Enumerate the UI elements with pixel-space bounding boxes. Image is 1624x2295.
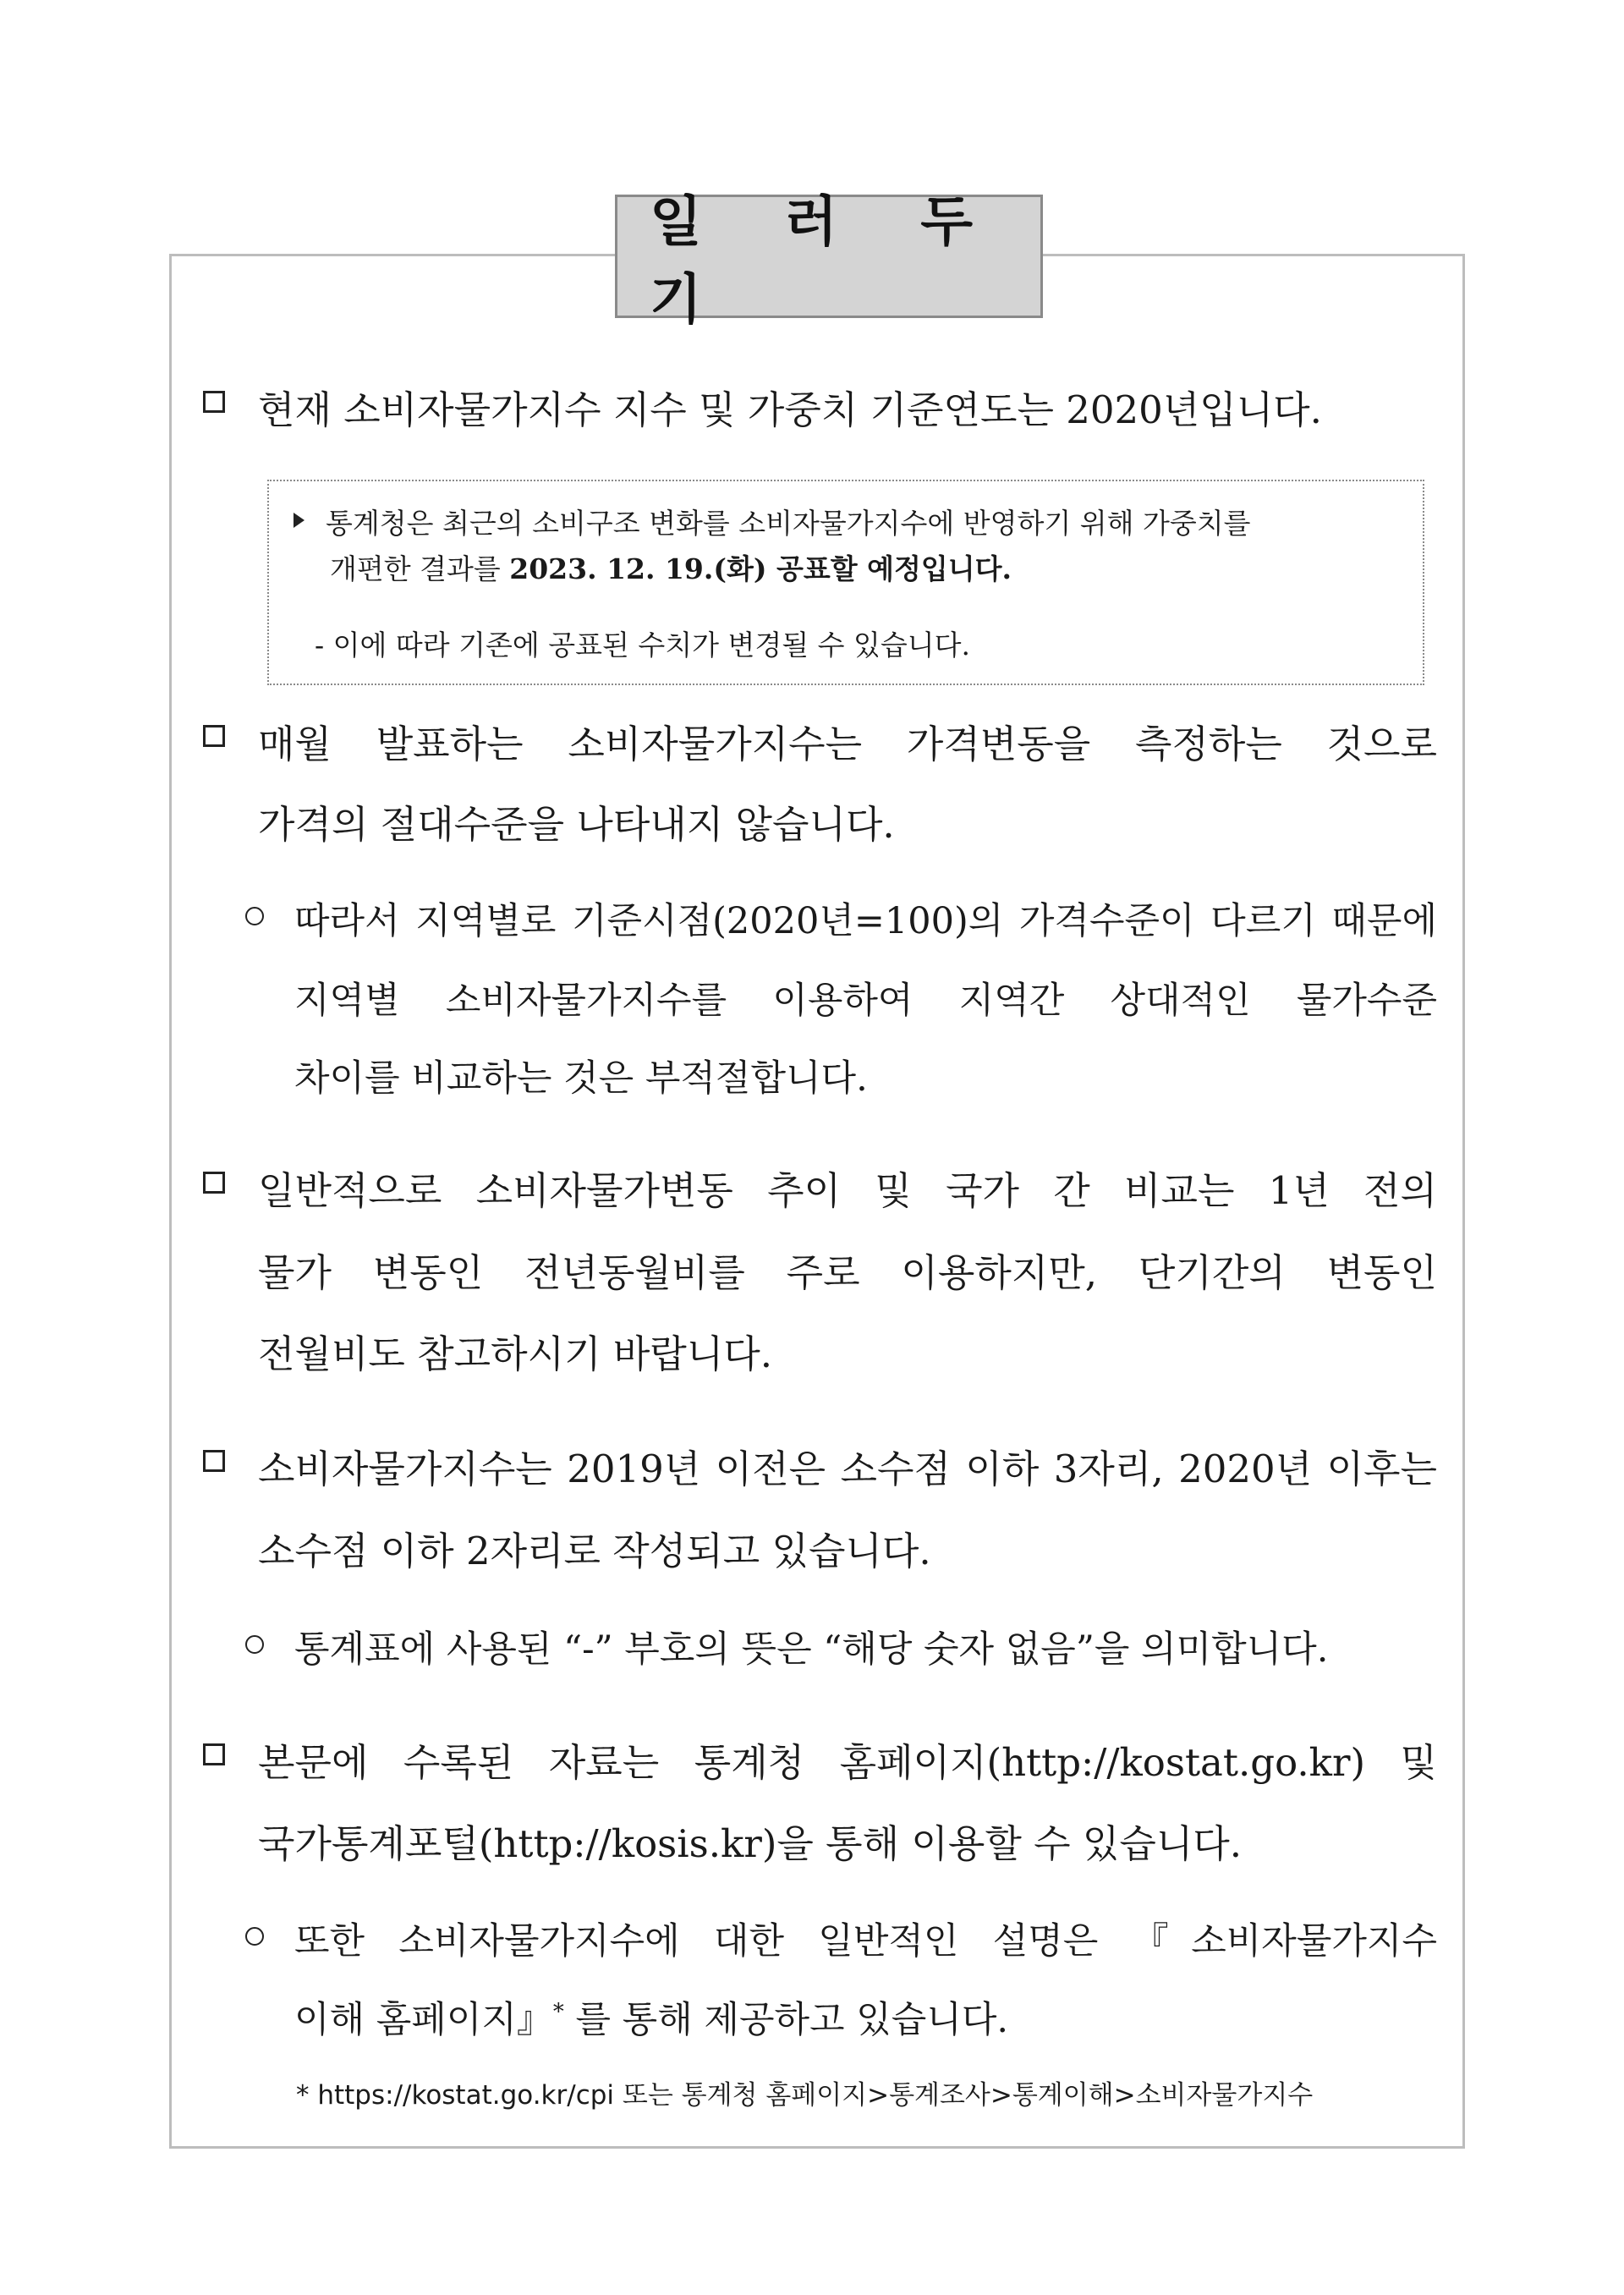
section5-line1: 본문에 수록된 자료는 통계청 홈페이지(http://kostat.go.kr) 및 (258, 1740, 1437, 1785)
announcement-date: 2023. 12. 19.(화) 공표할 예정입니다. (509, 552, 1012, 585)
checkbox-square-icon (203, 1743, 225, 1765)
circle-bullet-icon (245, 907, 264, 925)
section4-sub-line1: 통계표에 사용된 “-” 부호의 뜻은 “해당 숫자 없음”을 의미합니다. (294, 1628, 1329, 1671)
section2-sub-line1: 따라서 지역별로 기준시점(2020년=100)의 가격수준이 다르기 때문에 (294, 900, 1437, 942)
section3-line1: 일반적으로 소비자물가변동 추이 및 국가 간 비교는 1년 전의 (258, 1168, 1437, 1213)
checkbox-square-icon (203, 391, 225, 413)
section5-sub-line2-main: 이해 홈페이지』 (294, 1999, 553, 2041)
section4-line2: 소수점 이하 2자리로 작성되고 있습니다. (258, 1529, 931, 1573)
section5-sub-line2-rest: 를 통해 제공하고 있습니다. (563, 1999, 1009, 2041)
announcement-line2-plain: 개편한 결과를 (330, 552, 510, 585)
title-box (615, 191, 1043, 332)
section3-line3: 전월비도 참고하시기 바랍니다. (258, 1331, 773, 1376)
circle-bullet-icon (245, 1927, 264, 1946)
page-title: 일 러 두 기 (650, 191, 1006, 332)
section5-line2: 국가통계포털(http://kosis.kr)을 통해 이용할 수 있습니다. (258, 1821, 1243, 1866)
checkbox-square-icon (203, 725, 225, 747)
section5-sub-line1: 또한 소비자물가지수에 대한 일반적인 설명은 『소비자물가지수 (294, 1920, 1437, 1963)
announcement-line2 (330, 547, 1012, 587)
section2-line2: 가격의 절대수준을 나타내지 않습니다. (258, 802, 895, 847)
announcement-line1: 통계청은 최근의 소비구조 변화를 소비자물가지수에 반영하기 위해 가중치를 (326, 507, 1251, 540)
announcement-line3: - 이에 따라 기존에 공표된 수치가 변경될 수 있습니다. (315, 629, 970, 662)
footnote-marker: * (552, 1999, 564, 2025)
checkbox-square-icon (203, 1172, 225, 1194)
section1-line1: 현재 소비자물가지수 지수 및 가중치 기준연도는 2020년입니다. (258, 387, 1322, 432)
section2-sub-line3: 차이를 비교하는 것은 부적절합니다. (294, 1057, 868, 1100)
footnote-link-text: * https://kostat.go.kr/cpi 또는 통계청 홈페이지>통계조사>통계이해>소비자물가지수 (296, 2080, 1314, 2111)
section5-sub-line2 (294, 1991, 1008, 2043)
section2-line1: 매월 발표하는 소비자물가지수는 가격변동을 측정하는 것으로 (258, 722, 1437, 766)
triangle-bullet-icon (294, 513, 304, 528)
section4-line1: 소비자물가지수는 2019년 이전은 소수점 이하 3자리, 2020년 이후는 (258, 1447, 1437, 1491)
checkbox-square-icon (203, 1450, 225, 1472)
section3-line2: 물가 변동인 전년동월비를 주로 이용하지만, 단기간의 변동인 (258, 1250, 1437, 1295)
section2-sub-line2: 지역별 소비자물가지수를 이용하여 지역간 상대적인 물가수준 (294, 980, 1437, 1022)
circle-bullet-icon (245, 1635, 264, 1654)
